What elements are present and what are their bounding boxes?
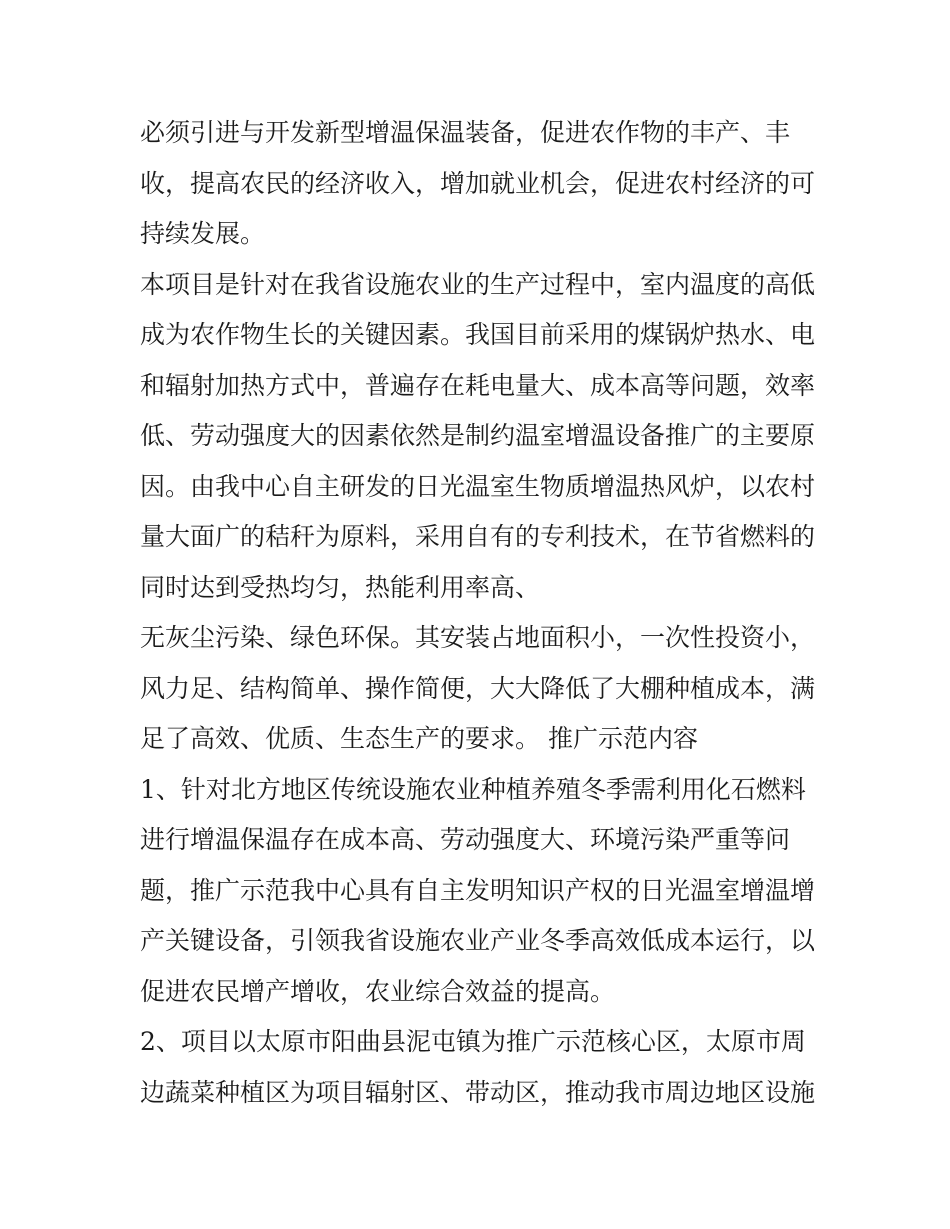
text-line: 题，推广示范我中心具有自主发明知识产权的日光温室增温增 bbox=[140, 875, 816, 905]
text-line: 本项目是针对在我省设施农业的生产过程中，室内温度的高低 bbox=[140, 269, 816, 299]
text-line: 收，提高农民的经济收入，增加就业机会，促进农村经济的可 bbox=[140, 168, 816, 198]
text-line: 低、劳动强度大的因素依然是制约温室增温设备推广的主要原 bbox=[140, 421, 816, 450]
text-line: 2、项目以太原市阳曲县泥屯镇为推广示范核心区，太原市周 bbox=[140, 1027, 806, 1056]
body-text bbox=[140, 108, 820, 1118]
text-line: 成为农作物生长的关键因素。我国目前采用的煤锅炉热水、电 bbox=[140, 320, 816, 349]
text-line: 和辐射加热方式中，普遍存在耗电量大、成本高等问题，效率 bbox=[140, 370, 816, 400]
text-line: 持续发展。 bbox=[140, 219, 266, 248]
text-line: 边蔬菜种植区为项目辐射区、带动区，推动我市周边地区设施 bbox=[140, 1077, 816, 1107]
text-line: 产关键设备，引领我省设施农业产业冬季高效低成本运行，以 bbox=[140, 926, 816, 955]
text-line: 无灰尘污染、绿色环保。其安装占地面积小，一次性投资小， bbox=[140, 623, 816, 652]
text-line: 风力足、结构简单、操作简便，大大降低了大棚种植成本，满 bbox=[140, 673, 816, 703]
text-line: 同时达到受热均匀，热能利用率高、 bbox=[140, 572, 541, 602]
text-line: 因。由我中心自主研发的日光温室生物质增温热风炉，以农村 bbox=[140, 471, 816, 501]
text-line: 促进农民增产增收，农业综合效益的提高。 bbox=[140, 976, 616, 1006]
text-line: 进行增温保温存在成本高、劳动强度大、环境污染严重等问 bbox=[140, 825, 791, 854]
text-line: 1、针对北方地区传统设施农业种植养殖冬季需利用化石燃料 bbox=[140, 774, 806, 804]
text-line: 量大面广的秸秆为原料，采用自有的专利技术，在节省燃料的 bbox=[140, 522, 816, 551]
text-line: 足了高效、优质、生态生产的要求。 推广示范内容 bbox=[140, 724, 698, 753]
text-line: 必须引进与开发新型增温保温装备，促进农作物的丰产、丰 bbox=[140, 118, 791, 147]
